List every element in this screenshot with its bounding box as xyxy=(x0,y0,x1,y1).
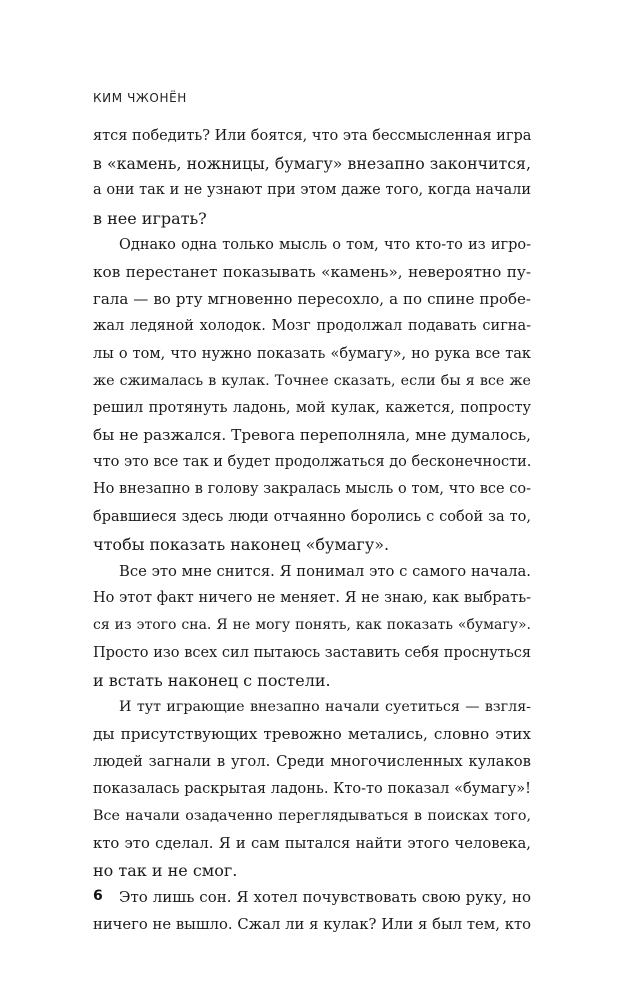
body-text xyxy=(93,123,531,939)
text-line: в «камень, ножницы, бумагу» внезапно закончится, xyxy=(93,154,531,174)
text-line: жал ледяной холодок. Мозг продолжал подавать сигна- xyxy=(93,318,531,335)
text-line: бы не разжался. Тревога переполняла, мне думалось, xyxy=(93,426,531,445)
text-line: Но этот факт ничего не меняет. Я не знаю, как выбрать- xyxy=(93,590,531,607)
text-line: решил протянуть ладонь, мой кулак, кажется, попросту xyxy=(93,399,531,416)
text-line: Все начали озадаченно переглядываться в поисках того, xyxy=(93,807,531,824)
running-head: КИМ ЧЖОНЁН xyxy=(93,91,187,105)
text-line: показалась раскрытая ладонь. Кто-то показал «бумагу»! xyxy=(93,780,531,797)
text-line: Все это мне снится. Я понимал это с самого начала. xyxy=(119,563,531,580)
text-line: в нее играть? xyxy=(93,208,207,228)
text-line: Это лишь сон. Я хотел почувствовать свою руку, но xyxy=(119,888,531,907)
text-line: а они так и не узнают при этом даже того, когда начали xyxy=(93,182,531,199)
text-line: И тут играющие внезапно начали суетиться — взгля- xyxy=(119,698,531,715)
text-line: же сжималась в кулак. Точнее сказать, если бы я все же xyxy=(93,372,531,389)
text-line: ятся победить? Или боятся, что эта бессмысленная игра xyxy=(93,128,532,144)
text-line: ков перестанет показывать «камень», невероятно пу- xyxy=(93,262,531,281)
text-line: Но внезапно в голову закралась мысль о том, что все со- xyxy=(93,481,531,498)
text-line: ся из этого сна. Я не могу понять, как показать «бумагу». xyxy=(93,617,531,634)
text-line: чтобы показать наконец «бумагу». xyxy=(93,534,390,554)
text-line: и встать наконец с постели. xyxy=(93,670,331,690)
text-line: что это все так и будет продолжаться до бесконечности. xyxy=(93,454,532,471)
text-line: кто это сделал. Я и сам пытался найти этого человека, xyxy=(93,834,531,852)
page-number: 6 xyxy=(93,888,103,904)
text-line: людей загнали в угол. Среди многочисленных кулаков xyxy=(93,753,531,771)
text-line: лы о том, что нужно показать «бумагу», но рука все так xyxy=(93,345,531,362)
text-line: Просто изо всех сил пытаюсь заставить себя проснуться xyxy=(93,644,531,661)
text-line: но так и не смог. xyxy=(93,861,238,881)
text-line: ничего не вышло. Сжал ли я кулак? Или я был тем, кто xyxy=(93,916,531,934)
text-line: гала — во рту мгновенно пересохло, а по спине пробе- xyxy=(93,290,531,309)
text-line: бравшиеся здесь люди отчаянно боролись с собой за то, xyxy=(93,508,531,525)
text-line: Однако одна только мысль о том, что кто-то из игро- xyxy=(119,236,531,253)
text-line: ды присутствующих тревожно метались, словно этих xyxy=(93,725,531,744)
